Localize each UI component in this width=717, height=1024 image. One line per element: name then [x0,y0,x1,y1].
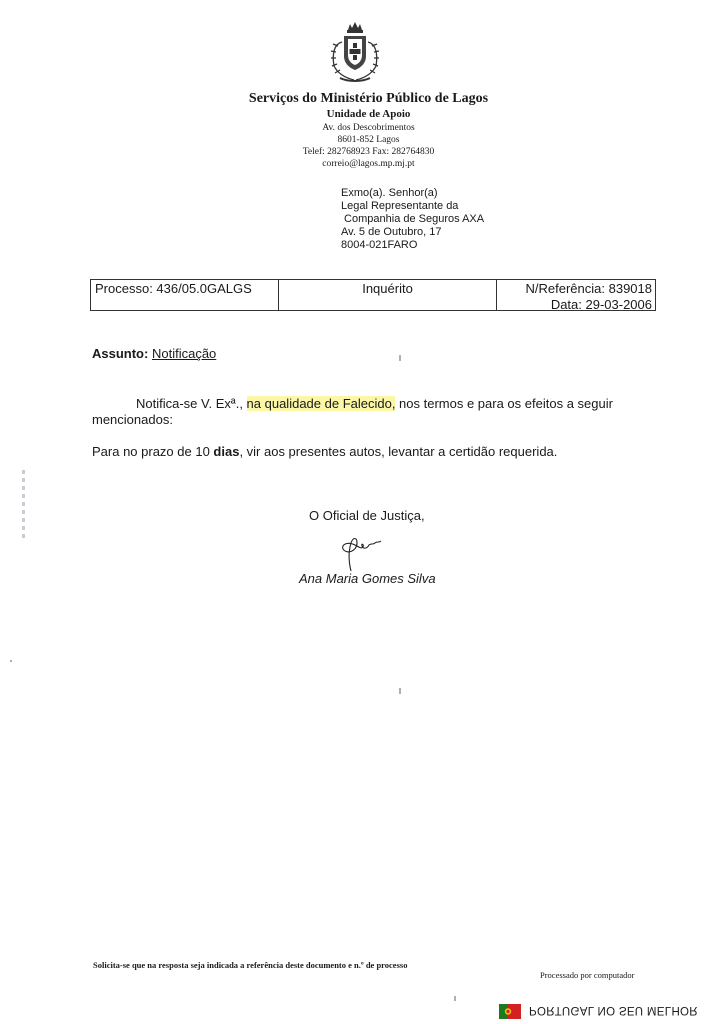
signatory-name: Ana Maria Gomes Silva [299,571,436,586]
subject-line [92,346,216,361]
paragraph-text: nos termos e para os efeitos a seguir [395,396,613,411]
process-table [90,279,656,311]
scan-speck [22,470,25,540]
scan-speck [399,355,401,361]
reference-cell [497,280,655,310]
footer-note: Solicita-se que na resposta seja indicada a referência deste documento e n.º de processo [93,960,408,970]
org-address: Av. dos Descobrimentos [322,123,415,133]
scan-speck [10,660,12,662]
processed-by-computer: Processado por computador [540,970,635,980]
signoff-title: O Oficial de Justiça, [309,508,425,523]
handwritten-signature-icon [337,527,385,573]
process-type: Inquérito [279,280,497,310]
recipient-line: Av. 5 de Outubro, 17 [341,226,442,238]
recipient-line: Legal Representante da [341,200,459,212]
org-name: Serviços do Ministério Público de Lagos [248,91,489,106]
notification-paragraph [136,396,613,411]
highlighted-phrase: na qualidade de Falecido, [246,396,396,411]
paragraph-text: mencionados: [92,412,173,427]
portuguese-coat-of-arms-icon [330,22,380,84]
unit-name: Unidade de Apoio [326,108,411,120]
org-phone-fax: Telef: 282768923 Fax: 282764830 [302,147,435,157]
scan-speck [454,996,456,1001]
recipient-line: Companhia de Seguros AXA [341,213,485,225]
subject-label: Assunto: [92,346,149,361]
scan-speck [399,688,401,694]
subject-value: Notificação [151,346,217,361]
emphasis-text: dias [213,444,240,459]
paragraph-text: Notifica-se V. Exª., [136,396,247,411]
recipient-line: 8004-021FARO [341,239,418,251]
portugal-flag-icon [499,1004,521,1019]
recipient-line: Exmo(a). Senhor(a) [341,187,438,199]
document-date: Data: 29-03-2006 [550,297,652,312]
org-postal-code: 8601-852 Lagos [337,135,400,145]
portugal-slogan: PORTUGAL NO SEU MELHOR [529,1004,698,1016]
reference-number: N/Referência: 839018 [525,281,652,296]
paragraph-text: , vir aos presentes autos, levantar a certidão requerida. [239,444,558,459]
org-email: correio@lagos.mp.mj.pt [322,159,415,169]
instruction-paragraph [92,444,557,459]
paragraph-text: Para no prazo de 10 [92,444,214,459]
process-number: Processo: 436/05.0GALGS [91,280,279,310]
